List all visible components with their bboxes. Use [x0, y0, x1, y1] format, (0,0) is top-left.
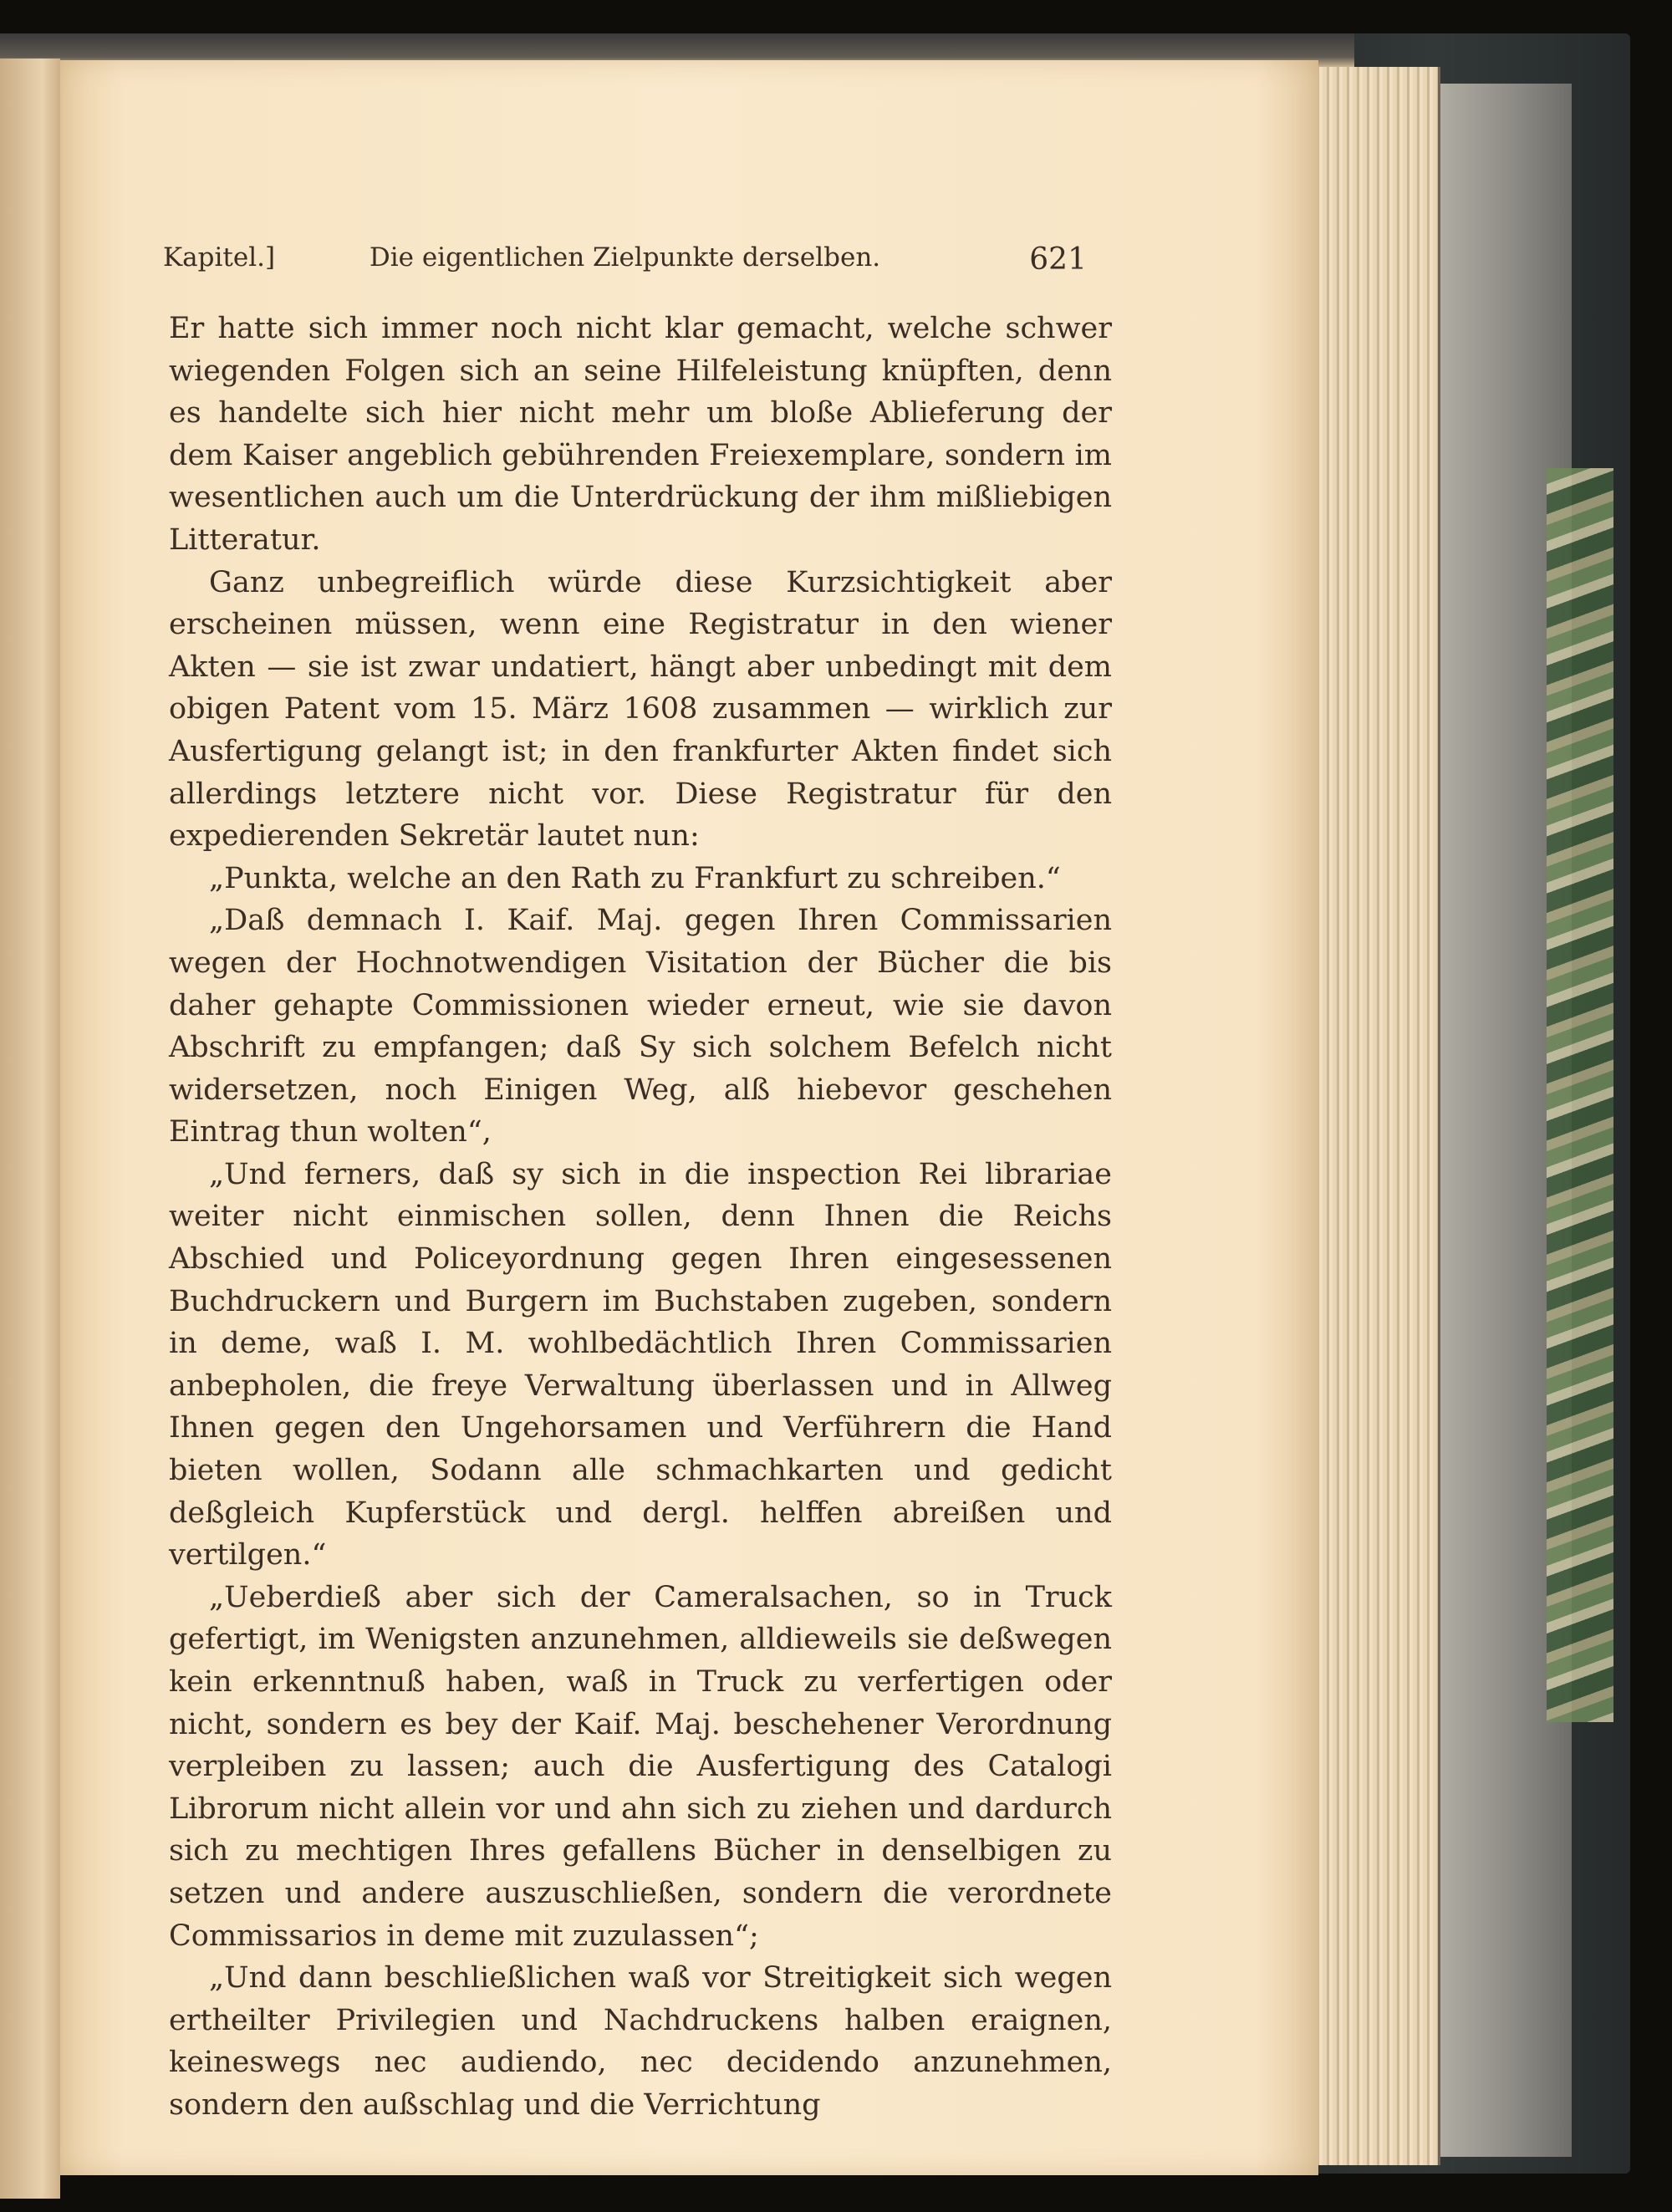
- quote-paragraph: „Und dann beschließlichen waß vor Streitigkeit sich wegen ertheilter Privilegien und Nachdruckens halben eraignen, keineswegs nec audiendo, nec decidendo anzunehmen, sondern den außschlag und die Verrichtung: [169, 1961, 1112, 2122]
- quote-paragraph: „Daß demnach I. Kaif. Maj. gegen Ihren Commissarien wegen der Hochnotwendigen Visitation der Bücher die bis daher gehapte Commissionen wieder erneut, wie sie davon Abschrift zu empfangen; daß Sy sich solchem Befelch nicht widersetzen, noch Einigen Weg, alß hiebevor geschehen Eintrag thun wolten“,: [169, 904, 1112, 1149]
- running-head: [163, 242, 1087, 284]
- quote-heading: „Punkta, welche an den Rath zu Frankfurt zu schreiben.“: [209, 861, 1061, 895]
- quote-paragraph: „Ueberdieß aber sich der Cameralsachen, so in Truck gefertigt, im Wenigsten anzunehmen, alldieweils sie deßwegen kein erkenntnuß haben, waß in Truck zu verfertigen oder nicht, sondern es bey der Kaif. Maj. beschehener Verordnung verpleiben zu lassen; auch die Ausfertigung des Catalogi Librorum nicht allein vor und ahn sich zu ziehen und dardurch sich zu mechtigen Ihres gefallens Bücher in denselbigen zu setzen und andere auszuschließen, sondern die verordnete Commissarios in deme mit zuzulassen“;: [169, 1580, 1112, 1953]
- running-title: Die eigentlichen Zielpunkte derselben.: [369, 242, 881, 273]
- page-number: 621: [1029, 242, 1087, 277]
- facing-page-strip: [0, 59, 60, 2199]
- body-text: [169, 308, 1112, 2127]
- paragraph: Er hatte sich immer noch nicht klar gemacht, welche schwer wiegenden Folgen sich an seine Hilfeleistung knüpften, denn es handelte sich hier nicht mehr um bloße Ablieferung der dem Kaiser angeblich gebührenden Freiexemplare, sondern im wesentlichen auch um die Unterdrückung der ihm mißliebigen Litteratur.: [169, 312, 1112, 557]
- page-fore-edge: [1313, 67, 1440, 2165]
- paragraph: Ganz unbegreiflich würde diese Kurzsichtigkeit aber erscheinen müssen, wenn eine Registratur in den wiener Akten — sie ist zwar undatiert, hängt aber unbedingt mit dem obigen Patent vom 15. März 1608 zusammen — wirklich zur Ausfertigung gelangt ist; in den frankfurter Akten findet sich allerdings letztere nicht vor. Diese Registratur für den expedierenden Sekretär lautet nun:: [169, 565, 1112, 854]
- chapter-label: Kapitel.]: [163, 242, 276, 273]
- marbled-endpaper: [1547, 468, 1613, 1722]
- quote-paragraph: „Und ferners, daß sy sich in die inspection Rei librariae weiter nicht einmischen sollen, denn Ihnen die Reichs Abschied und Policeyordnung gegen Ihren eingesessenen Buchdruckern und Burgern im Buchstaben zugeben, sondern in deme, waß I. M. wohlbedächtlich Ihren Commissarien anbepholen, die freye Verwaltung überlassen und in Allweg Ihnen gegen den Ungehorsamen und Verführern die Hand bieten wollen, Sodann alle schmachkarten und gedicht deßgleich Kupferstück und dergl. helffen abreißen und vertilgen.“: [169, 1157, 1112, 1572]
